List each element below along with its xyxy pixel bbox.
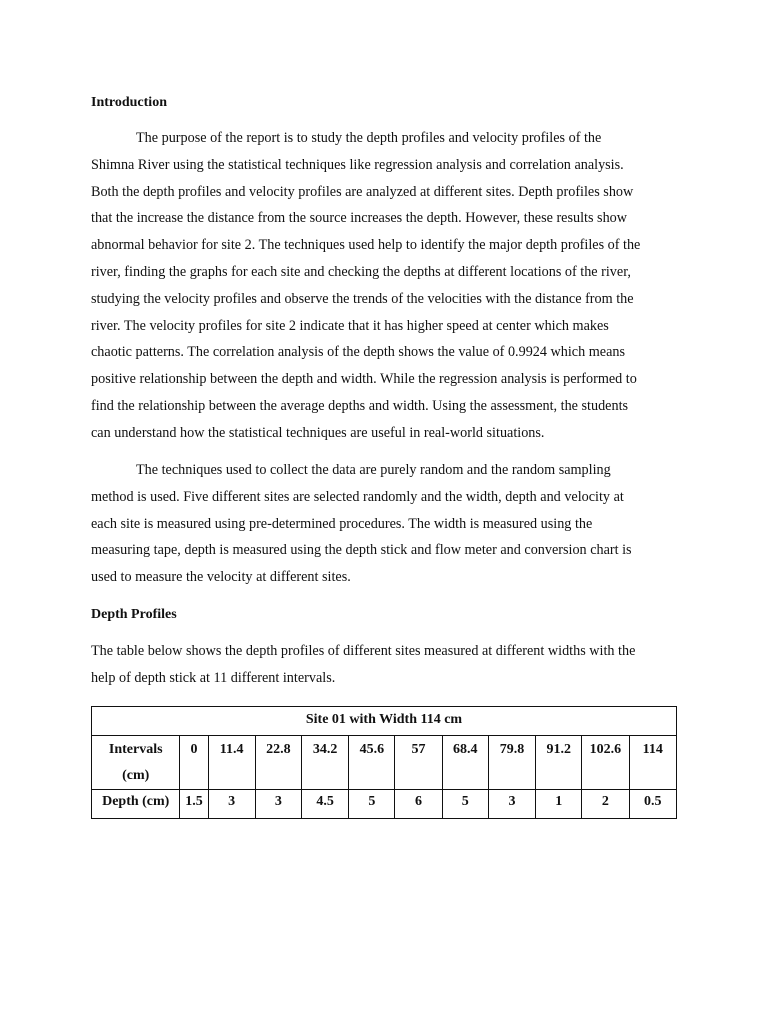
- interval-cell: 68.4: [442, 736, 488, 790]
- depth-label: Depth (cm): [92, 790, 180, 819]
- introduction-paragraph-1: [91, 125, 677, 447]
- text-line: river. The velocity profiles for site 2 indicate that it has higher speed at center which makes: [91, 317, 609, 334]
- depth-cell: 3: [208, 790, 255, 819]
- introduction-heading: Introduction: [91, 95, 167, 110]
- depth-cell: 6: [395, 790, 442, 819]
- interval-cell: 57: [395, 736, 442, 790]
- text-line: chaotic patterns. The correlation analysis of the depth shows the value of 0.9924 which means: [91, 344, 625, 361]
- interval-cell: 79.8: [488, 736, 535, 790]
- introduction-paragraph-2: [91, 457, 677, 591]
- text-line: Both the depth profiles and velocity profiles are analyzed at different sites. Depth profiles show: [91, 183, 634, 200]
- depth-profiles-paragraph: [91, 638, 677, 692]
- intervals-label-line-1: Intervals: [108, 742, 163, 757]
- text-line: The techniques used to collect the data are purely random and the random sampling: [136, 462, 611, 478]
- text-line: positive relationship between the depth and width. While the regression analysis is performed to: [91, 371, 637, 388]
- text-line: method is used. Five different sites are selected randomly and the width, depth and velocity at: [91, 488, 624, 505]
- depth-profiles-heading: Depth Profiles: [91, 607, 177, 622]
- depth-row: [92, 790, 677, 819]
- text-line: that the increase the distance from the source increases the depth. However, these results show: [91, 210, 628, 227]
- text-line: measuring tape, depth is measured using the depth stick and flow meter and conversion chart is: [91, 542, 632, 559]
- text-line: studying the velocity profiles and observe the trends of the velocities with the distance from the: [91, 290, 634, 307]
- text-line: The purpose of the report is to study the depth profiles and velocity profiles of the: [136, 130, 602, 146]
- text-line: find the relationship between the average depths and width. Using the assessment, the students: [91, 397, 629, 414]
- text-line: can understand how the statistical techniques are useful in real-world situations.: [91, 424, 545, 441]
- interval-cell: 0: [180, 736, 208, 790]
- text-line: used to measure the velocity at different sites.: [91, 569, 351, 586]
- depth-cell: 4.5: [301, 790, 348, 819]
- text-line: help of depth stick at 11 different intervals.: [91, 669, 336, 686]
- interval-cell: 114: [629, 736, 676, 790]
- depth-cell: 3: [255, 790, 301, 819]
- depth-cell: 5: [349, 790, 395, 819]
- depth-cell: 3: [488, 790, 535, 819]
- interval-cell: 34.2: [301, 736, 348, 790]
- text-line: abnormal behavior for site 2. The techniques used help to identify the major depth profiles of the: [91, 237, 641, 254]
- depth-cell: 5: [442, 790, 488, 819]
- table-caption: Site 01 with Width 114 cm: [92, 707, 677, 736]
- text-line: river, finding the graphs for each site and checking the depths at different locations of the river,: [91, 263, 631, 280]
- text-line: each site is measured using pre-determined procedures. The width is measured using the: [91, 515, 593, 532]
- text-line: The table below shows the depth profiles of different sites measured at different widths with the: [91, 643, 636, 659]
- interval-cell: 45.6: [349, 736, 395, 790]
- table-caption-row: [92, 707, 677, 736]
- depth-cell: 1: [536, 790, 582, 819]
- intervals-label-line-2: (cm): [122, 768, 150, 783]
- intervals-label: [92, 736, 180, 790]
- depth-profile-table: [91, 706, 677, 819]
- interval-cell: 91.2: [536, 736, 582, 790]
- depth-cell: 1.5: [180, 790, 208, 819]
- intervals-row: [92, 736, 677, 790]
- text-line: Shimna River using the statistical techniques like regression analysis and correlation analysis.: [91, 156, 624, 173]
- interval-cell: 11.4: [208, 736, 255, 790]
- depth-cell: 2: [582, 790, 629, 819]
- interval-cell: 22.8: [255, 736, 301, 790]
- interval-cell: 102.6: [582, 736, 629, 790]
- depth-cell: 0.5: [629, 790, 676, 819]
